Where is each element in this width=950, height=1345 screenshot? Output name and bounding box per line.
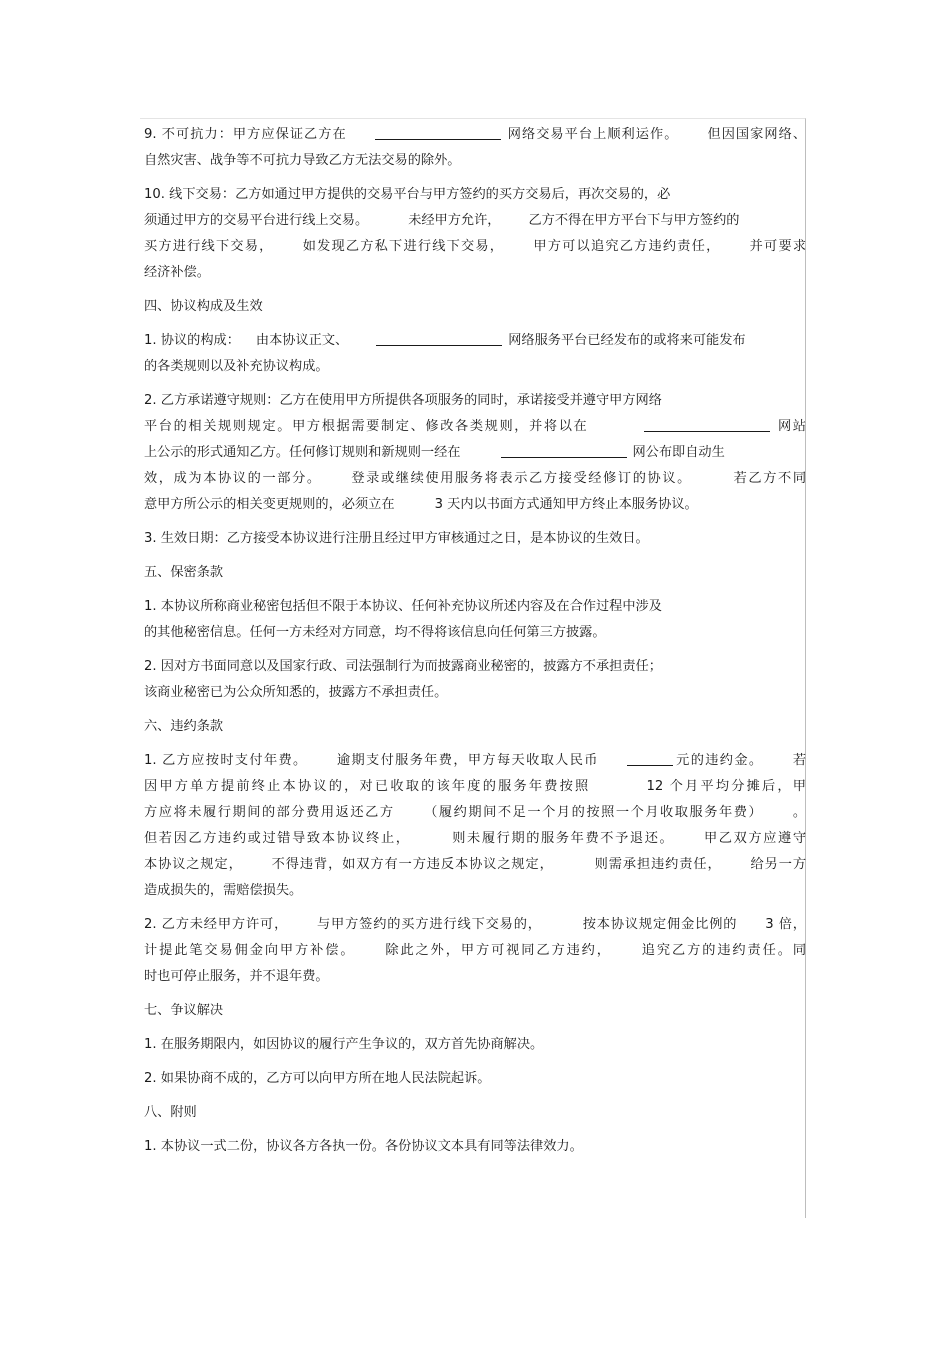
section-4-clause-1 <box>144 328 806 380</box>
line <box>144 800 806 826</box>
line <box>144 328 806 354</box>
line: 的各类规则以及补充协议构成。 <box>144 359 329 374</box>
text: 1. 协议的构成： <box>144 333 240 348</box>
section-6-clause-2 <box>144 912 806 990</box>
clause-9-line-2: 自然灾害、战争等不可抗力导致乙方无法交易的除外。 <box>144 153 461 168</box>
document-body <box>144 122 806 1168</box>
clause-10-line-2 <box>144 208 806 234</box>
text: 则未履行期的服务年费不予退还。 <box>450 831 675 846</box>
text: 则需承担违约责任， <box>593 857 722 872</box>
text: 与甲方签约的买方进行线下交易的， <box>316 917 542 932</box>
blank-website-name <box>644 415 770 432</box>
section-4-clause-2 <box>144 388 806 518</box>
line <box>144 912 806 938</box>
line <box>144 466 806 492</box>
line: 1. 本协议所称商业秘密包括但不限于本协议、任何补充协议所述内容及在合作过程中涉及 <box>144 599 662 614</box>
section-5-clause-1 <box>144 594 806 646</box>
section-5-clause-2 <box>144 654 806 706</box>
section-6-clause-1 <box>144 748 806 904</box>
text: 登录或继续使用服务将表示乙方接受经修订的协议。 <box>349 471 692 486</box>
text: 计提此笔交易佣金向甲方补偿。 <box>144 943 356 958</box>
line <box>144 938 806 964</box>
text: 逾期支付服务年费，甲方每天收取人民币 <box>335 753 599 768</box>
text: 甲乙双方应遵守 <box>702 831 807 846</box>
text: 甲方可以追究乙方违约责任， <box>532 239 721 254</box>
line <box>144 774 806 800</box>
section-heading: 六、违约条款 <box>144 719 224 734</box>
clause-10-line-1: 10. 线下交易：乙方如通过甲方提供的交易平台与甲方签约的买方交易后，再次交易的，必 <box>144 187 671 202</box>
section-8-clause-1 <box>144 1134 806 1160</box>
text: 若乙方不同 <box>731 471 807 486</box>
text: 12 个月平均分摊后，甲 <box>646 779 806 794</box>
blank-platform-name <box>376 329 502 346</box>
text: 网络服务平台已经发布的或将来可能发布 <box>508 333 746 348</box>
text: 3 倍， <box>765 917 806 932</box>
text: 效，成为本协议的一部分。 <box>144 471 322 486</box>
text: 1. 乙方应按时支付年费。 <box>144 753 308 768</box>
line: 时也可停止服务，并不退年费。 <box>144 969 329 984</box>
text: 若 <box>791 753 806 768</box>
clause-10-line-3 <box>144 234 806 260</box>
text: 未经甲方允许， <box>408 213 501 228</box>
text: 。 <box>791 805 807 820</box>
text: 因甲方单方提前终止本协议的，对已收取的该年度的服务年费按照 <box>144 779 591 794</box>
line <box>144 826 806 852</box>
section-7-heading <box>144 998 806 1024</box>
section-7-clause-2 <box>144 1066 806 1092</box>
line: 3. 生效日期：乙方接受本协议进行注册且经过甲方审核通过之日，是本协议的生效日。 <box>144 531 649 546</box>
section-7-clause-1 <box>144 1032 806 1058</box>
text: 平台的相关规则规定。甲方根据需要制定、修改各类规则，并将以在 <box>144 419 589 434</box>
text: 但因国家网络、 <box>706 127 807 142</box>
text: 乙方不得在甲方平台下与甲方签约的 <box>528 213 740 228</box>
line <box>144 748 806 774</box>
text: 网公布即自动生 <box>632 445 725 460</box>
section-heading: 八、附则 <box>144 1105 197 1120</box>
text: 2. 乙方未经甲方许可， <box>144 917 289 932</box>
section-4-heading <box>144 294 806 320</box>
text: 给另一方 <box>749 857 807 872</box>
text: 网络交易平台上顺利运作。 <box>506 127 679 142</box>
line <box>144 414 806 440</box>
line: 2. 因对方书面同意以及国家行政、司法强制行为而披露商业秘密的，披露方不承担责任； <box>144 659 662 674</box>
text: 本协议之规定， <box>144 857 243 872</box>
clause-9-line-1 <box>144 122 806 148</box>
line <box>144 852 806 878</box>
text: 按本协议规定佣金比例的 <box>581 917 738 932</box>
line: 1. 本协议一式二份，协议各方各执一份。各份协议文本具有同等法律效力。 <box>144 1139 583 1154</box>
line: 2. 如果协商不成的，乙方可以向甲方所在地人民法院起诉。 <box>144 1071 491 1086</box>
text: 9. 不可抗力：甲方应保证乙方在 <box>144 127 347 142</box>
text: 买方进行线下交易， <box>144 239 274 254</box>
text: 元的违约金。 <box>674 753 764 768</box>
clause-10 <box>144 182 806 286</box>
section-heading: 五、保密条款 <box>144 565 224 580</box>
line: 2. 乙方承诺遵守规则：乙方在使用甲方所提供各项服务的同时，承诺接受并遵守甲方网络 <box>144 393 662 408</box>
text: 方应将未履行期间的部分费用返还乙方 <box>144 805 395 820</box>
clause-10-line-4: 经济补偿。 <box>144 265 210 280</box>
text: （履约期间不足一个月的按照一个月收取服务年费） <box>422 805 764 820</box>
blank-platform-name <box>375 123 501 140</box>
line: 该商业秘密已为公众所知悉的，披露方不承担责任。 <box>144 685 448 700</box>
line: 1. 在服务期限内，如因协议的履行产生争议的，双方首先协商解决。 <box>144 1037 544 1052</box>
blank-penalty-amount <box>627 749 673 766</box>
line <box>144 440 806 466</box>
section-4-clause-3 <box>144 526 806 552</box>
text: 由本协议正文、 <box>255 333 349 348</box>
line: 的其他秘密信息。任何一方未经对方同意，均不得将该信息向任何第三方披露。 <box>144 625 606 640</box>
section-6-heading <box>144 714 806 740</box>
text: 如发现乙方私下进行线下交易， <box>301 239 505 254</box>
text: 3 天内以书面方式通知甲方终止本服务协议。 <box>434 497 698 512</box>
section-5-heading <box>144 560 806 586</box>
text: 并可要求 <box>748 239 807 254</box>
text: 追究乙方的违约责任。同 <box>639 943 807 958</box>
text: 但若因乙方违约或过错导致本协议终止， <box>144 831 411 846</box>
section-8-heading <box>144 1100 806 1126</box>
text: 不得违背，如双方有一方违反本协议之规定， <box>270 857 554 872</box>
text: 网站 <box>776 419 806 434</box>
clause-9 <box>144 122 806 174</box>
blank-website-name <box>501 441 627 458</box>
section-heading: 七、争议解决 <box>144 1003 224 1018</box>
line <box>144 492 806 518</box>
text: 意甲方所公示的相关变更规则的，必须立在 <box>144 497 395 512</box>
text: 须通过甲方的交易平台进行线上交易。 <box>144 213 369 228</box>
line: 造成损失的，需赔偿损失。 <box>144 883 303 898</box>
section-heading: 四、协议构成及生效 <box>144 299 263 314</box>
text: 除此之外，甲方可视同乙方违约， <box>383 943 612 958</box>
text: 上公示的形式通知乙方。任何修订规则和新规则一经在 <box>144 445 461 460</box>
